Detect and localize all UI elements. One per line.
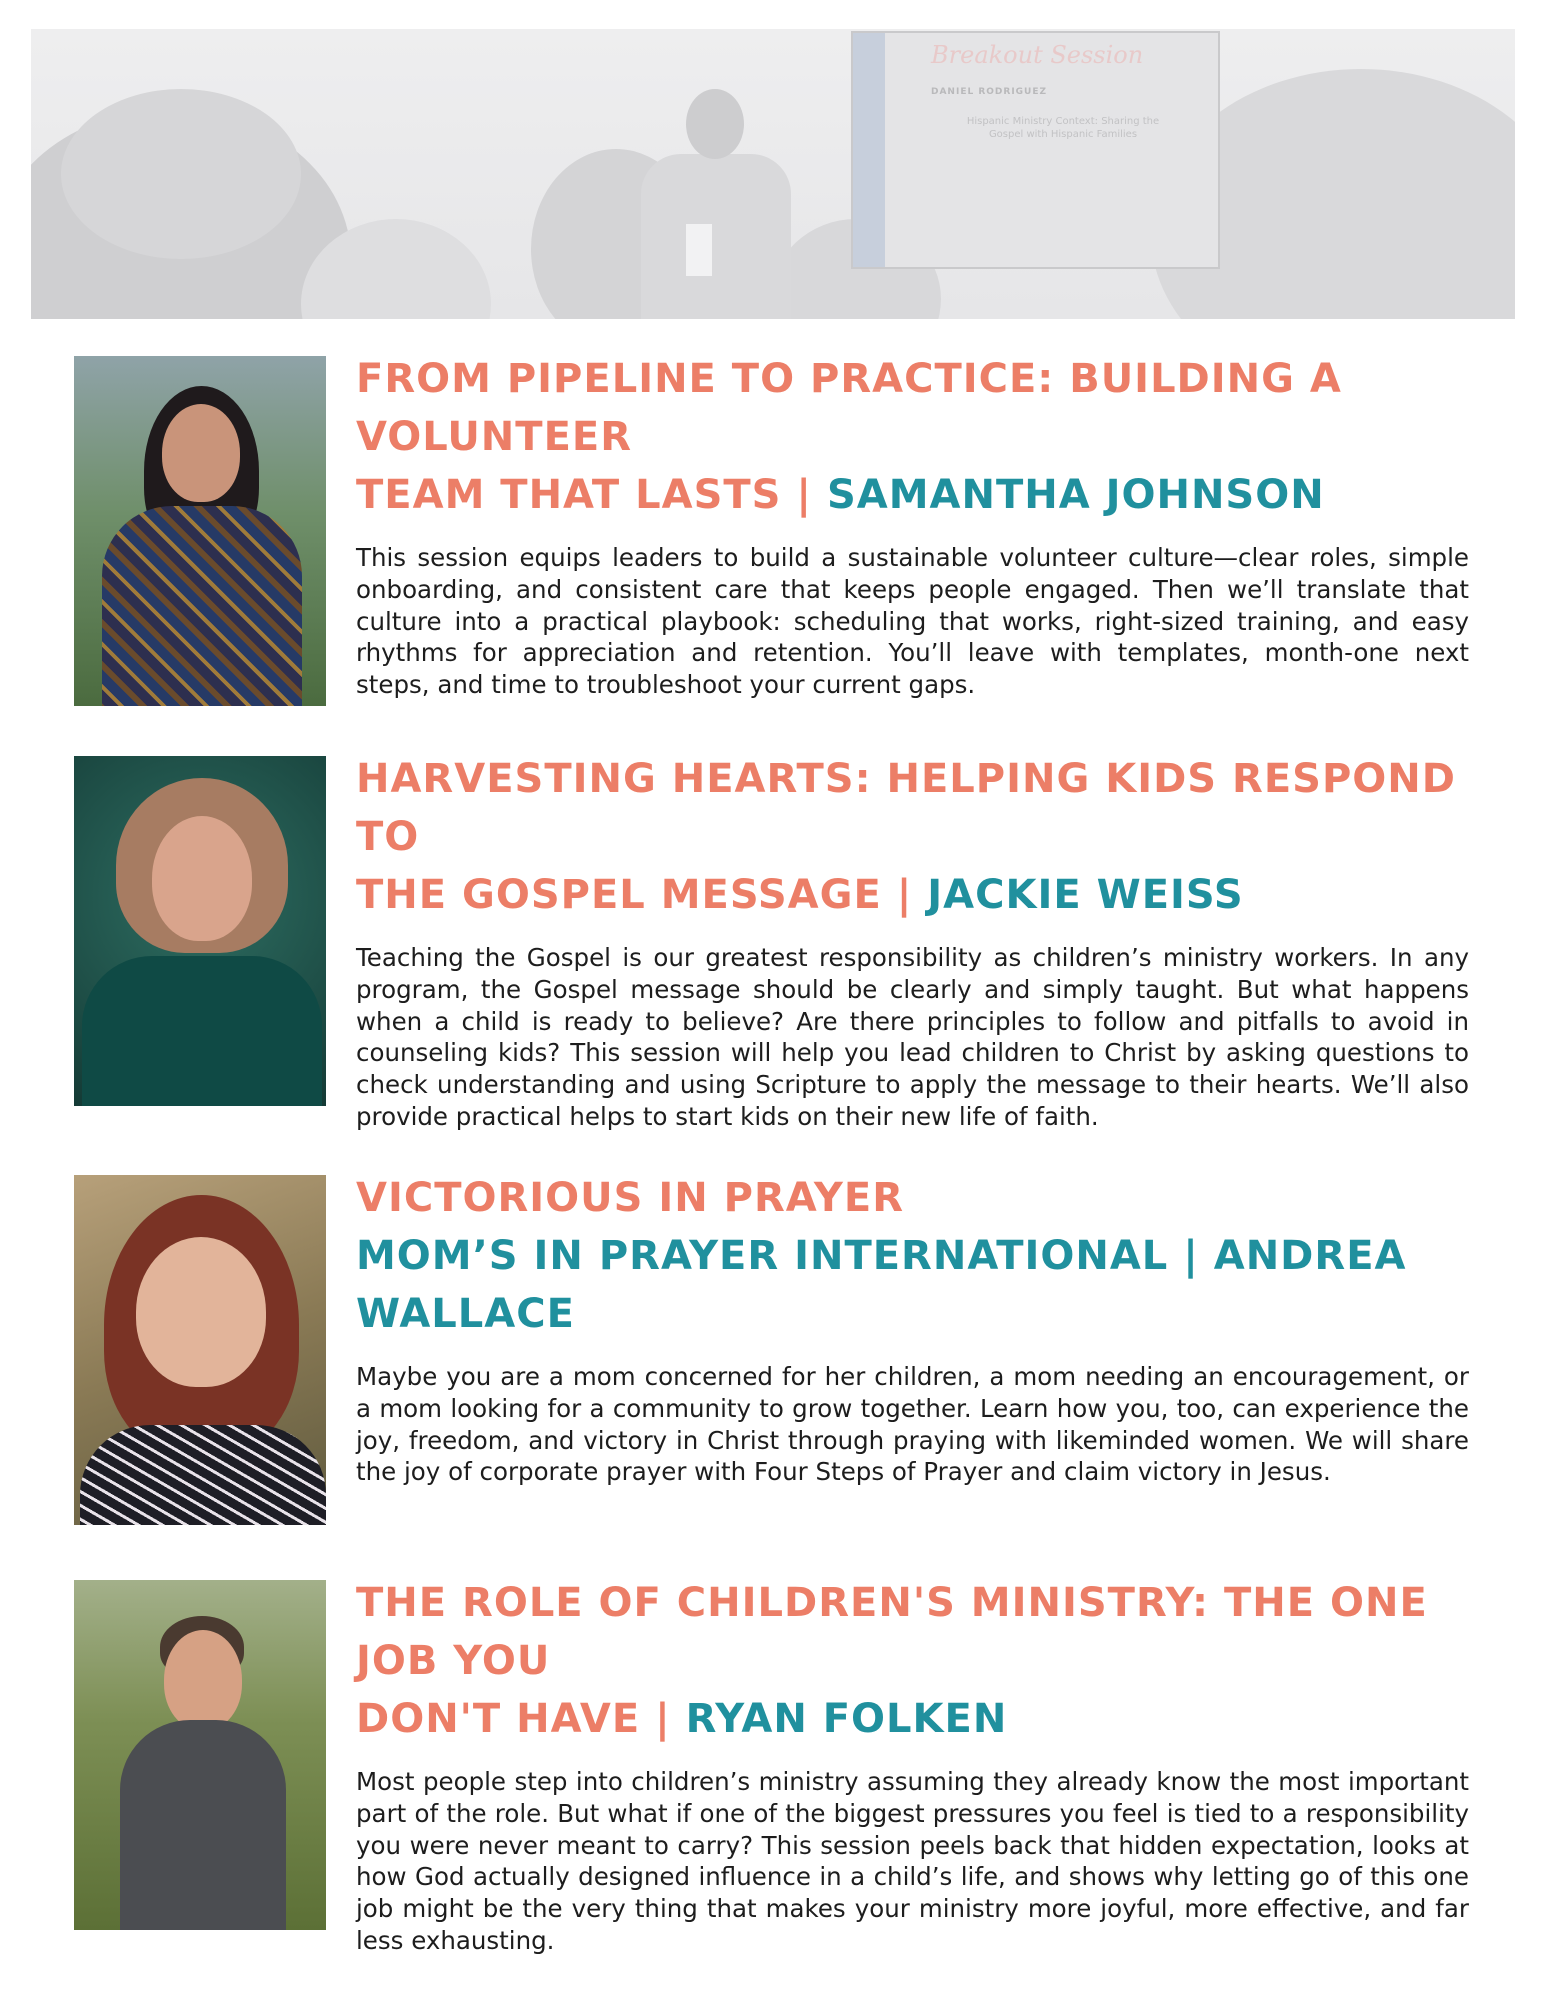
title-line-1: HARVESTING HEARTS: HELPING KIDS RESPOND TO bbox=[356, 756, 1456, 860]
title-line-2: DON'T HAVE bbox=[356, 1696, 641, 1742]
speaker-badge bbox=[686, 224, 712, 276]
face bbox=[136, 1237, 266, 1387]
title-separator: | bbox=[1168, 1233, 1214, 1279]
title-separator: | bbox=[881, 872, 928, 918]
speaker-name: JACKIE WEISS bbox=[927, 872, 1244, 918]
session-title bbox=[356, 350, 1469, 524]
speaker-photo-jackie-weiss bbox=[74, 756, 326, 1106]
slide-stripe bbox=[853, 33, 885, 267]
speaker-photo-andrea-wallace bbox=[74, 1175, 326, 1525]
audience-hat-crown bbox=[61, 89, 301, 259]
slide-presenter: DANIEL RODRIGUEZ bbox=[931, 87, 1048, 97]
session-title bbox=[356, 1574, 1469, 1748]
face bbox=[164, 1630, 242, 1730]
session-title bbox=[356, 750, 1469, 924]
session-title bbox=[356, 1169, 1469, 1343]
title-line-2: THE GOSPEL MESSAGE bbox=[356, 872, 882, 918]
face bbox=[152, 816, 252, 941]
patterned-blouse bbox=[102, 506, 302, 706]
session-content bbox=[356, 1574, 1469, 1957]
title-line-2: MOM’S IN PRAYER INTERNATIONAL bbox=[356, 1233, 1169, 1279]
session-description: Most people step into children’s ministry assuming they already know the most important part of the role. But what if one of the biggest pressures you feel is tied to a responsibility you were never meant to carry? This session peels back that hidden expectation, looks at how God actually designed influence in a child’s life, and shows why letting go of this one job might be the very thing that makes your ministry more joyful, more effective, and far less exhausting. bbox=[356, 1767, 1469, 1955]
title-line-1: FROM PIPELINE TO PRACTICE: BUILDING A VOLUNTEER bbox=[356, 356, 1342, 460]
slide-title: Breakout Session bbox=[931, 41, 1144, 69]
title-line-1: VICTORIOUS IN PRAYER bbox=[356, 1175, 905, 1221]
gray-shirt bbox=[120, 1720, 286, 1930]
session-content bbox=[356, 350, 1469, 701]
session-description: Maybe you are a mom concerned for her children, a mom needing an encouragement, or a mom looking for a community to grow together. Learn how you, too, can experience the joy, freedom, and victory in Christ through praying with likeminded women. We will share the joy of corporate prayer with Four Steps of Prayer and claim victory in Jesus. bbox=[356, 1362, 1469, 1487]
speaker-photo-samantha-johnson bbox=[74, 356, 326, 706]
title-line-1: THE ROLE OF CHILDREN'S MINISTRY: THE ONE JOB YOU bbox=[356, 1580, 1428, 1684]
title-separator: | bbox=[781, 472, 827, 518]
speaker-photo-ryan-folken bbox=[74, 1580, 326, 1930]
speaker-head bbox=[686, 89, 744, 159]
session-content bbox=[356, 750, 1469, 1133]
session-description: Teaching the Gospel is our greatest responsibility as children’s ministry workers. In any program, the Gospel message should be clearly and simply taught. But what happens when a child is ready to believe? Are there principles to follow and pitfalls to avoid in counseling kids? This session will help you lead children to Christ by asking questions to check understanding and using Scripture to apply the message to their hearts. We’ll also provide practical helps to start kids on their new life of faith. bbox=[356, 943, 1469, 1131]
floral-top bbox=[80, 1425, 326, 1525]
title-line-2: TEAM THAT LASTS bbox=[356, 472, 782, 518]
face bbox=[162, 404, 240, 502]
speaker-name: ANDREA WALLACE bbox=[356, 1233, 1407, 1337]
projector-screen bbox=[851, 31, 1220, 269]
slide-subtitle: Hispanic Ministry Context: Sharing the Gospel with Hispanic Families bbox=[966, 116, 1160, 140]
session-description: This session equips leaders to build a sustainable volunteer culture—clear roles, simple onboarding, and consistent care that keeps people engaged. Then we’ll translate that culture into a practical playbook: scheduling that works, right-sized training, and easy rhythms for appreciation and retention. You’ll leave with templates, month-one next steps, and time to troubleshoot your current gaps. bbox=[356, 543, 1469, 700]
title-separator: | bbox=[640, 1696, 686, 1742]
green-sweater bbox=[82, 956, 322, 1106]
banner-photo bbox=[31, 29, 1515, 319]
session-content bbox=[356, 1169, 1469, 1488]
speaker-body bbox=[641, 154, 791, 319]
speaker-name: RYAN FOLKEN bbox=[685, 1696, 1008, 1742]
speaker-name: SAMANTHA JOHNSON bbox=[826, 472, 1325, 518]
